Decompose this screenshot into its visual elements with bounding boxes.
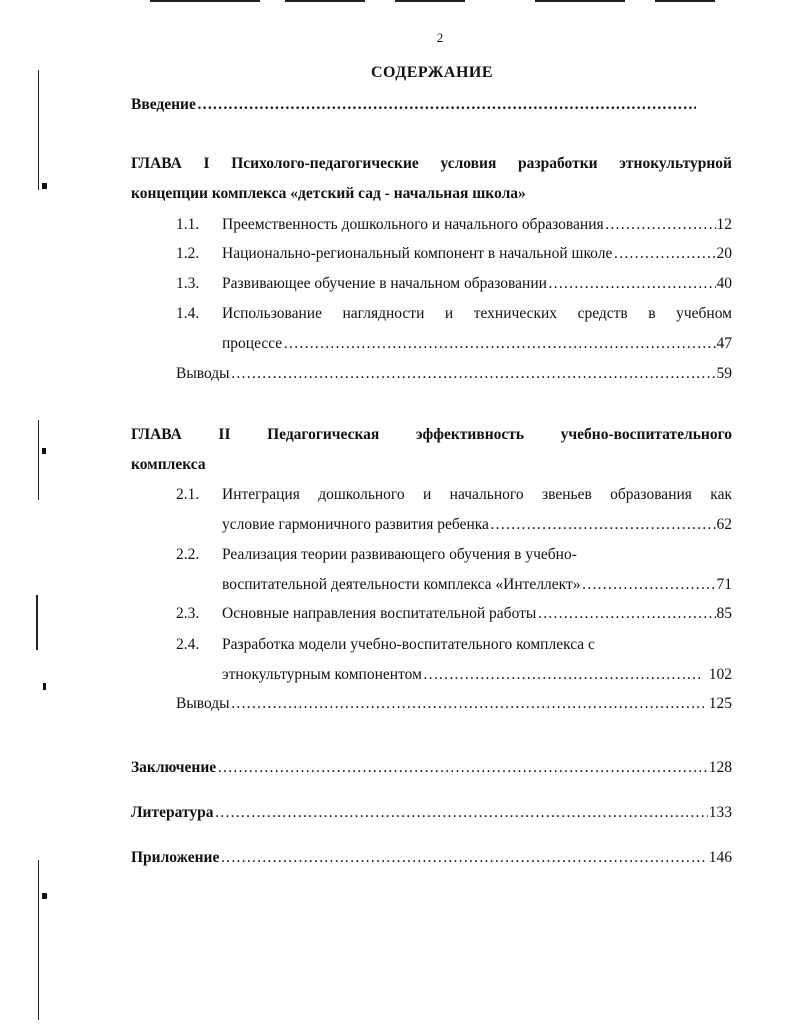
conclusions-label: Выводы xyxy=(176,365,230,382)
leader-dots xyxy=(283,335,715,353)
section-label: Развивающее обучение в начальном образовании xyxy=(222,275,547,292)
section-page: 62 xyxy=(716,516,732,533)
toc-section-2-1 xyxy=(222,516,732,534)
leader-dots xyxy=(231,695,704,713)
scan-top-edge-4 xyxy=(535,0,625,2)
leader-dots xyxy=(582,576,716,594)
appendix-label: Приложение xyxy=(131,849,220,866)
scan-dot-2 xyxy=(42,448,46,454)
toc-conclusion xyxy=(131,759,732,777)
chapter2-heading-line1: ГЛАВА II Педагогическая эффективность учебно-воспитательного xyxy=(131,426,732,443)
toc-section-1-2 xyxy=(176,245,732,263)
section-number: 2.2. xyxy=(176,546,200,563)
scan-top-edge-3 xyxy=(395,0,465,2)
literature-label: Литература xyxy=(131,804,214,821)
chapter1-heading-line2: концепции комплекса «детский сад - начальная школа» xyxy=(131,185,526,202)
toc-chapter1-conclusions xyxy=(176,365,732,383)
section-label: Преемственность дошкольного и начального образования xyxy=(222,216,604,233)
section-number: 1.3. xyxy=(176,275,200,292)
leader-dots xyxy=(490,516,716,534)
section-page: 85 xyxy=(716,605,732,622)
toc-intro xyxy=(131,96,697,114)
section-label: Основные направления воспитательной работы xyxy=(222,605,537,622)
toc-section-2-4 xyxy=(222,666,732,684)
section-page: 102 xyxy=(701,666,732,683)
scan-left-edge-1 xyxy=(38,70,39,190)
toc-section-2-2 xyxy=(222,576,732,594)
leader-dots xyxy=(220,849,707,867)
toc-literature xyxy=(131,804,732,822)
scan-dot-1 xyxy=(42,183,47,189)
section-page: 40 xyxy=(716,275,732,292)
leader-dots xyxy=(548,275,716,293)
section-label-line1: Реализация теории развивающего обучения в учебно- xyxy=(222,546,577,563)
scan-top-edge-5 xyxy=(655,0,715,2)
section-label-line1: Интеграция дошкольного и начального звеньев образования как xyxy=(222,486,732,503)
section-number: 2.4. xyxy=(176,636,200,653)
section-label-line2: условие гармоничного развития ребенка xyxy=(222,516,489,533)
toc-section-1-1 xyxy=(176,216,732,234)
chapter2-heading-line2: комплекса xyxy=(131,456,206,473)
scan-left-edge-2 xyxy=(38,420,39,500)
toc-appendix xyxy=(131,849,732,867)
section-page: 20 xyxy=(716,245,732,262)
conclusions-label: Выводы xyxy=(176,695,230,712)
leader-dots xyxy=(197,96,696,114)
scan-dot-4 xyxy=(42,893,47,899)
section-label-line1: Разработка модели учебно-воспитательного комплекса с xyxy=(222,636,595,653)
toc-chapter2-conclusions xyxy=(176,695,732,713)
leader-dots xyxy=(537,605,715,623)
scan-top-edge-2 xyxy=(285,0,365,2)
section-page: 12 xyxy=(716,216,732,233)
section-label-line1: Использование наглядности и технических средств в учебном xyxy=(222,305,732,322)
leader-dots xyxy=(231,365,716,383)
chapter1-heading-line1: ГЛАВА I Психолого-педагогические условия разработки этнокультурной xyxy=(131,155,732,172)
section-number: 1.2. xyxy=(176,245,200,262)
section-label: Национально-региональный компонент в начальной школе xyxy=(222,245,613,262)
section-number: 1.1. xyxy=(176,216,200,233)
scan-left-edge-4 xyxy=(38,860,39,1020)
toc-intro-label: Введение xyxy=(131,96,196,113)
leader-dots xyxy=(423,666,700,684)
section-label-line2: этнокультурным компонентом xyxy=(222,666,422,683)
conclusion-page: 128 xyxy=(708,759,732,776)
section-label-line2: воспитательной деятельности комплекса «Интеллект» xyxy=(222,576,581,593)
leader-dots xyxy=(217,759,708,777)
scan-dot-3 xyxy=(43,683,46,690)
section-label-line2: процессе xyxy=(222,335,283,352)
section-number: 1.4. xyxy=(176,305,200,322)
appendix-page: 146 xyxy=(708,849,732,866)
toc-section-1-4 xyxy=(222,335,732,353)
page-number: 2 xyxy=(436,30,444,45)
section-page: 71 xyxy=(716,576,732,593)
scan-top-edge-1 xyxy=(150,0,260,2)
literature-page: 133 xyxy=(708,804,732,821)
toc-section-1-3 xyxy=(176,275,732,293)
leader-dots xyxy=(613,245,715,263)
leader-dots xyxy=(605,216,716,234)
toc-section-2-3 xyxy=(176,605,732,623)
conclusions-page: 125 xyxy=(704,695,732,712)
leader-dots xyxy=(214,804,707,822)
section-page: 47 xyxy=(716,335,732,352)
scan-left-edge-3 xyxy=(36,595,38,650)
section-number: 2.1. xyxy=(176,486,200,503)
section-number: 2.3. xyxy=(176,605,200,622)
conclusion-label: Заключение xyxy=(131,759,217,776)
conclusions-page: 59 xyxy=(716,365,732,382)
page-title: СОДЕРЖАНИЕ xyxy=(370,64,494,81)
